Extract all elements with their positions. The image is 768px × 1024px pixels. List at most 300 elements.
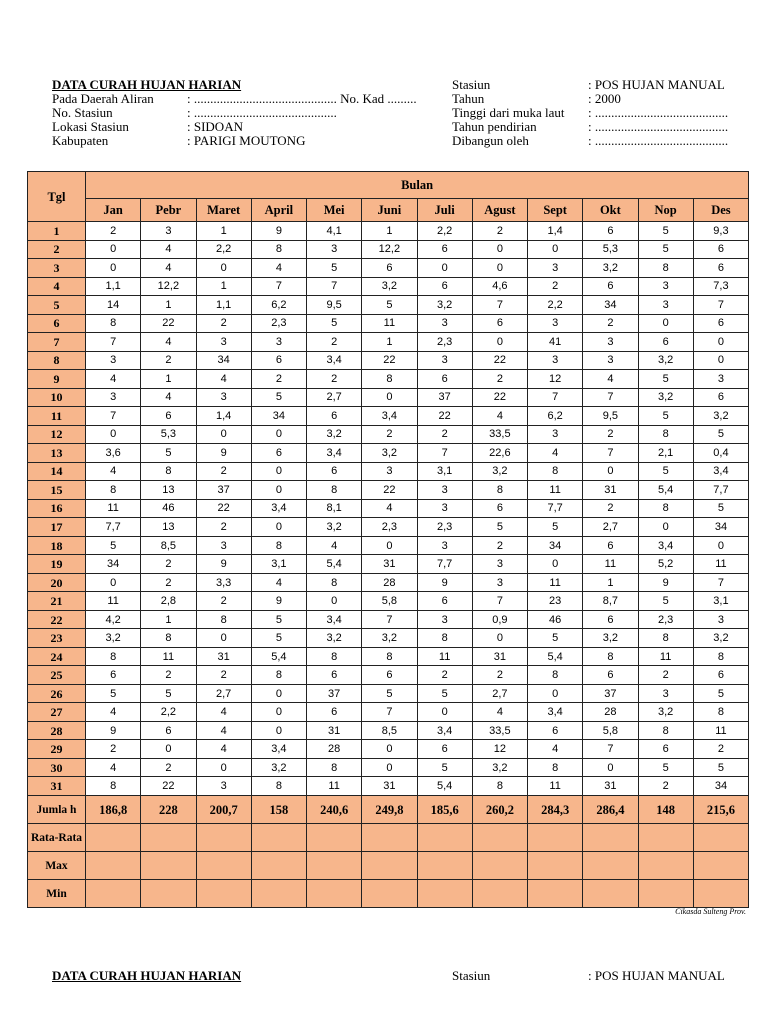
rainfall-cell: 0 [528,684,583,703]
rainfall-cell: 5,4 [307,555,362,574]
field-tahun [452,92,752,106]
day-cell: 2 [28,240,86,259]
rainfall-cell: 2 [472,666,527,685]
table-row [28,721,749,740]
rainfall-cell: 5 [638,462,693,481]
rainfall-table [27,171,749,908]
rainfall-cell: 3,2 [583,629,638,648]
table-row [28,536,749,555]
day-cell: 22 [28,610,86,629]
day-cell: 20 [28,573,86,592]
table-row [28,592,749,611]
rainfall-cell: 7 [528,388,583,407]
rainfall-cell: 0 [583,462,638,481]
rainfall-cell: 8 [638,629,693,648]
rainfall-cell: 6 [693,388,748,407]
day-cell: 11 [28,407,86,426]
header-right [452,78,752,148]
table-head [28,172,749,222]
day-cell: 9 [28,370,86,389]
rainfall-cell: 6 [417,592,472,611]
rainfall-cell: 7,3 [693,277,748,296]
rainfall-cell: 3,2 [693,407,748,426]
table-row [28,758,749,777]
table-row [28,240,749,259]
rainfall-cell: 0 [251,481,306,500]
rainfall-cell: 4 [528,444,583,463]
rainfall-cell: 14 [86,296,141,315]
rainfall-cell: 7,7 [693,481,748,500]
rainfall-cell: 7 [583,388,638,407]
rainfall-cell: 23 [528,592,583,611]
max-row [28,852,749,880]
summary-cell [251,824,306,852]
rainfall-cell: 11 [583,555,638,574]
header-left [52,78,442,148]
rainfall-cell: 3,2 [86,629,141,648]
rainfall-cell: 3 [528,259,583,278]
rainfall-cell: 5,4 [251,647,306,666]
rainfall-cell: 3 [196,388,251,407]
rainfall-cell: 2 [417,666,472,685]
summary-cell [362,824,417,852]
rainfall-cell: 5 [251,629,306,648]
rainfall-cell: 8 [528,462,583,481]
rainfall-cell: 2 [693,740,748,759]
rainfall-cell: 3,3 [196,573,251,592]
rainfall-cell: 3 [693,370,748,389]
rainfall-cell: 1,1 [196,296,251,315]
rainfall-cell: 0 [362,388,417,407]
rainfall-cell: 0 [141,740,196,759]
rainfall-cell: 2 [362,425,417,444]
rainfall-cell: 0 [472,240,527,259]
rainfall-cell: 5 [472,518,527,537]
rainfall-cell: 5,2 [638,555,693,574]
rainfall-cell: 7 [251,277,306,296]
rainfall-cell: 13 [141,481,196,500]
month-header: Jan [86,199,141,222]
jumlah-cell: 228 [141,796,196,824]
table-row [28,277,749,296]
rainfall-cell: 9 [638,573,693,592]
rainfall-cell: 0 [86,240,141,259]
day-cell: 17 [28,518,86,537]
rainfall-cell: 2 [196,462,251,481]
rainfall-cell: 4 [196,370,251,389]
rainfall-cell: 11 [86,592,141,611]
rainfall-cell: 5 [141,684,196,703]
rainfall-cell: 3,2 [638,703,693,722]
rainfall-cell: 9,5 [307,296,362,315]
rainfall-cell: 4 [528,740,583,759]
day-cell: 4 [28,277,86,296]
rainfall-cell: 6 [307,462,362,481]
rainfall-cell: 0 [638,314,693,333]
rainfall-cell: 6 [417,370,472,389]
rainfall-cell: 0 [638,518,693,537]
rainfall-cell: 3,2 [583,259,638,278]
bulan-header: Bulan [86,172,749,199]
rainfall-cell: 3,2 [307,425,362,444]
rainfall-cell: 8 [307,481,362,500]
rainfall-cell: 2 [528,277,583,296]
summary-cell [638,824,693,852]
rainfall-cell: 0 [86,425,141,444]
rainfall-cell: 0 [307,592,362,611]
jumlah-cell: 186,8 [86,796,141,824]
rainfall-cell: 46 [141,499,196,518]
rainfall-cell: 2 [251,370,306,389]
rainfall-cell: 2,7 [583,518,638,537]
rainfall-cell: 5 [638,222,693,241]
summary-cell [472,852,527,880]
rainfall-cell: 2,2 [528,296,583,315]
rainfall-cell: 2 [472,536,527,555]
rainfall-cell: 22 [141,314,196,333]
rainfall-cell: 3 [417,351,472,370]
summary-cell [86,880,141,908]
rainfall-cell: 1 [196,277,251,296]
rainfall-cell: 3 [196,333,251,352]
rainfall-cell: 6 [417,240,472,259]
rainfall-cell: 0,9 [472,610,527,629]
rainfall-cell: 3 [472,573,527,592]
rainfall-cell: 3,4 [528,703,583,722]
day-cell: 15 [28,481,86,500]
rainfall-cell: 5 [86,536,141,555]
rainfall-cell: 12 [472,740,527,759]
rainfall-cell: 3 [417,481,472,500]
rainfall-cell: 11 [528,573,583,592]
rainfall-cell: 4 [583,370,638,389]
day-cell: 8 [28,351,86,370]
rainfall-cell: 34 [583,296,638,315]
rainfall-cell: 3 [417,536,472,555]
month-header: Okt [583,199,638,222]
rainfall-cell: 3,2 [362,629,417,648]
rainfall-cell: 5,4 [528,647,583,666]
rainfall-cell: 13 [141,518,196,537]
rainfall-cell: 0 [196,425,251,444]
table-row [28,222,749,241]
rainfall-cell: 3 [417,314,472,333]
rainfall-cell: 2 [196,518,251,537]
month-header: Juni [362,199,417,222]
rainfall-cell: 2 [583,425,638,444]
day-cell: 25 [28,666,86,685]
summary-cell [307,824,362,852]
rainfall-cell: 3 [528,314,583,333]
rainfall-cell: 0 [472,629,527,648]
field-value: : ............................................ No. Kad ......... [187,91,417,106]
rainfall-cell: 12 [528,370,583,389]
rainfall-cell: 5,3 [583,240,638,259]
rainfall-cell: 5,8 [583,721,638,740]
rainfall-cell: 8 [251,666,306,685]
day-cell: 3 [28,259,86,278]
field-value: : ......................................... [588,105,729,120]
rainfall-cell: 0 [583,758,638,777]
rainfall-cell: 8 [141,462,196,481]
summary-cell [307,852,362,880]
rainfall-cell: 7 [307,277,362,296]
rainfall-cell: 7 [472,296,527,315]
rainfall-cell: 6 [251,444,306,463]
footer-title: DATA CURAH HUJAN HARIAN [52,968,242,983]
rainfall-cell: 6 [417,277,472,296]
rainfall-cell: 12,2 [362,240,417,259]
rainfall-cell: 3,4 [638,536,693,555]
rainfall-cell: 2,2 [196,240,251,259]
summary-cell [307,880,362,908]
rainfall-cell: 3,1 [693,592,748,611]
day-cell: 6 [28,314,86,333]
table-row [28,647,749,666]
rainfall-cell: 5 [417,758,472,777]
rainfall-cell: 11 [86,499,141,518]
rainfall-cell: 2 [141,351,196,370]
rainfall-cell: 12,2 [141,277,196,296]
rainfall-cell: 4 [362,499,417,518]
rainfall-cell: 0 [251,703,306,722]
rainfall-cell: 2 [141,758,196,777]
rainfall-cell: 28 [307,740,362,759]
rainfall-cell: 5 [638,592,693,611]
rainfall-cell: 4 [141,388,196,407]
table-row [28,684,749,703]
rainfall-cell: 1 [141,610,196,629]
day-cell: 31 [28,777,86,796]
rainfall-cell: 2,1 [638,444,693,463]
month-header: Pebr [141,199,196,222]
jumlah-label: Jumla h [28,796,86,824]
rainfall-cell: 3,2 [417,296,472,315]
rainfall-cell: 4,6 [472,277,527,296]
table-body [28,222,749,796]
summary-cell [583,824,638,852]
rainfall-cell: 1,4 [196,407,251,426]
summary-cell [196,880,251,908]
table-row [28,610,749,629]
rainfall-cell: 1,1 [86,277,141,296]
field-label: Lokasi Stasiun [52,119,129,134]
rainfall-cell: 0 [86,259,141,278]
rainfall-cell: 0 [196,259,251,278]
rainfall-cell: 1,4 [528,222,583,241]
rainfall-cell: 3,4 [251,740,306,759]
rainfall-cell: 1 [196,222,251,241]
min-label: Min [28,880,86,908]
rainfall-cell: 37 [196,481,251,500]
rainfall-cell: 2 [583,499,638,518]
rainfall-cell: 3,4 [251,499,306,518]
tgl-header: Tgl [28,172,86,222]
rainfall-cell: 3 [307,240,362,259]
rainfall-cell: 0 [362,740,417,759]
rainfall-cell: 2,8 [141,592,196,611]
rainfall-cell: 4 [251,259,306,278]
rainfall-cell: 5 [638,240,693,259]
rainfall-cell: 31 [362,777,417,796]
summary-cell [528,824,583,852]
rainfall-cell: 2 [638,777,693,796]
rata-rata-row [28,824,749,852]
rainfall-cell: 7 [472,592,527,611]
table-row [28,518,749,537]
rainfall-cell: 2 [86,222,141,241]
field-label: Tahun [452,91,485,106]
summary-cell [472,824,527,852]
rainfall-cell: 3,2 [638,388,693,407]
rainfall-cell: 7 [86,407,141,426]
rainfall-cell: 0 [362,536,417,555]
summary-cell [141,880,196,908]
summary-cell [472,880,527,908]
rainfall-cell: 31 [196,647,251,666]
rainfall-cell: 3,2 [362,277,417,296]
field-label: Stasiun [452,77,491,92]
summary-cell [693,824,748,852]
field-tahun-pendirian [452,120,752,134]
jumlah-cell: 286,4 [583,796,638,824]
rainfall-cell: 31 [472,647,527,666]
rainfall-cell: 3 [638,296,693,315]
rainfall-cell: 3,2 [472,462,527,481]
jumlah-cell: 148 [638,796,693,824]
rainfall-cell: 31 [362,555,417,574]
rainfall-cell: 3 [472,555,527,574]
rainfall-cell: 5 [528,518,583,537]
rainfall-cell: 1 [141,370,196,389]
rainfall-cell: 2 [307,333,362,352]
rainfall-cell: 3,1 [417,462,472,481]
rainfall-cell: 3 [693,610,748,629]
rainfall-cell: 28 [362,573,417,592]
field-value: : PARIGI MOUTONG [187,133,306,148]
jumlah-cell: 240,6 [307,796,362,824]
rainfall-cell: 6 [583,536,638,555]
rainfall-cell: 8,7 [583,592,638,611]
rainfall-cell: 46 [528,610,583,629]
field-dibangun-oleh [452,134,752,148]
rainfall-cell: 0 [362,758,417,777]
rainfall-cell: 5 [693,684,748,703]
day-cell: 21 [28,592,86,611]
rainfall-cell: 3 [196,777,251,796]
rainfall-cell: 7,7 [86,518,141,537]
day-cell: 18 [28,536,86,555]
rainfall-cell: 5 [638,370,693,389]
rainfall-cell: 0 [251,462,306,481]
summary-cell [196,852,251,880]
table-foot [28,796,749,908]
rainfall-cell: 8 [472,777,527,796]
rainfall-cell: 2 [141,573,196,592]
rainfall-cell: 9 [196,444,251,463]
rainfall-cell: 2,7 [196,684,251,703]
rainfall-cell: 5 [251,388,306,407]
rainfall-cell: 0 [472,259,527,278]
field-value: : 2000 [588,91,621,106]
field-label: No. Stasiun [52,105,113,120]
next-page-header [52,968,732,984]
rainfall-cell: 1 [141,296,196,315]
rainfall-cell: 5 [362,684,417,703]
rainfall-cell: 11 [417,647,472,666]
table-row [28,388,749,407]
table-row [28,777,749,796]
rainfall-cell: 3 [362,462,417,481]
month-header: Des [693,199,748,222]
rainfall-cell: 6 [638,333,693,352]
footer-label: Stasiun [452,968,491,983]
day-cell: 5 [28,296,86,315]
month-header: Juli [417,199,472,222]
summary-cell [583,852,638,880]
rainfall-cell: 8 [638,425,693,444]
rainfall-cell: 6 [307,407,362,426]
table-row [28,370,749,389]
rainfall-cell: 2,3 [417,518,472,537]
rainfall-cell: 8 [417,629,472,648]
rainfall-cell: 8 [583,647,638,666]
rainfall-cell: 3,4 [307,610,362,629]
rainfall-cell: 3 [251,333,306,352]
rainfall-cell: 4,2 [86,610,141,629]
rainfall-cell: 6 [307,666,362,685]
rainfall-cell: 37 [307,684,362,703]
rainfall-cell: 34 [693,518,748,537]
rainfall-cell: 0 [251,518,306,537]
table-row [28,296,749,315]
rainfall-cell: 22 [196,499,251,518]
jumlah-cell: 284,3 [528,796,583,824]
rainfall-cell: 6,2 [251,296,306,315]
rainfall-cell: 6 [638,740,693,759]
rainfall-cell: 4 [141,240,196,259]
day-cell: 27 [28,703,86,722]
day-cell: 30 [28,758,86,777]
rainfall-cell: 8 [307,758,362,777]
rainfall-cell: 5 [528,629,583,648]
rainfall-cell: 7 [362,610,417,629]
rainfall-cell: 9 [251,222,306,241]
rainfall-cell: 3,2 [693,629,748,648]
rainfall-cell: 3,4 [307,444,362,463]
rainfall-cell: 9 [196,555,251,574]
rainfall-cell: 5,4 [638,481,693,500]
rainfall-cell: 6,2 [528,407,583,426]
rainfall-cell: 6 [307,703,362,722]
rainfall-cell: 1 [362,222,417,241]
rainfall-cell: 7 [583,444,638,463]
rainfall-cell: 7 [693,573,748,592]
rainfall-cell: 5 [251,610,306,629]
month-header-row [28,199,749,222]
rainfall-cell: 3 [583,333,638,352]
rainfall-cell: 2,3 [417,333,472,352]
table-row [28,629,749,648]
rainfall-cell: 8 [472,481,527,500]
day-cell: 12 [28,425,86,444]
rainfall-cell: 4 [196,703,251,722]
day-cell: 7 [28,333,86,352]
rainfall-cell: 3 [141,222,196,241]
table-row [28,555,749,574]
rainfall-cell: 11 [693,721,748,740]
rainfall-cell: 5,3 [141,425,196,444]
